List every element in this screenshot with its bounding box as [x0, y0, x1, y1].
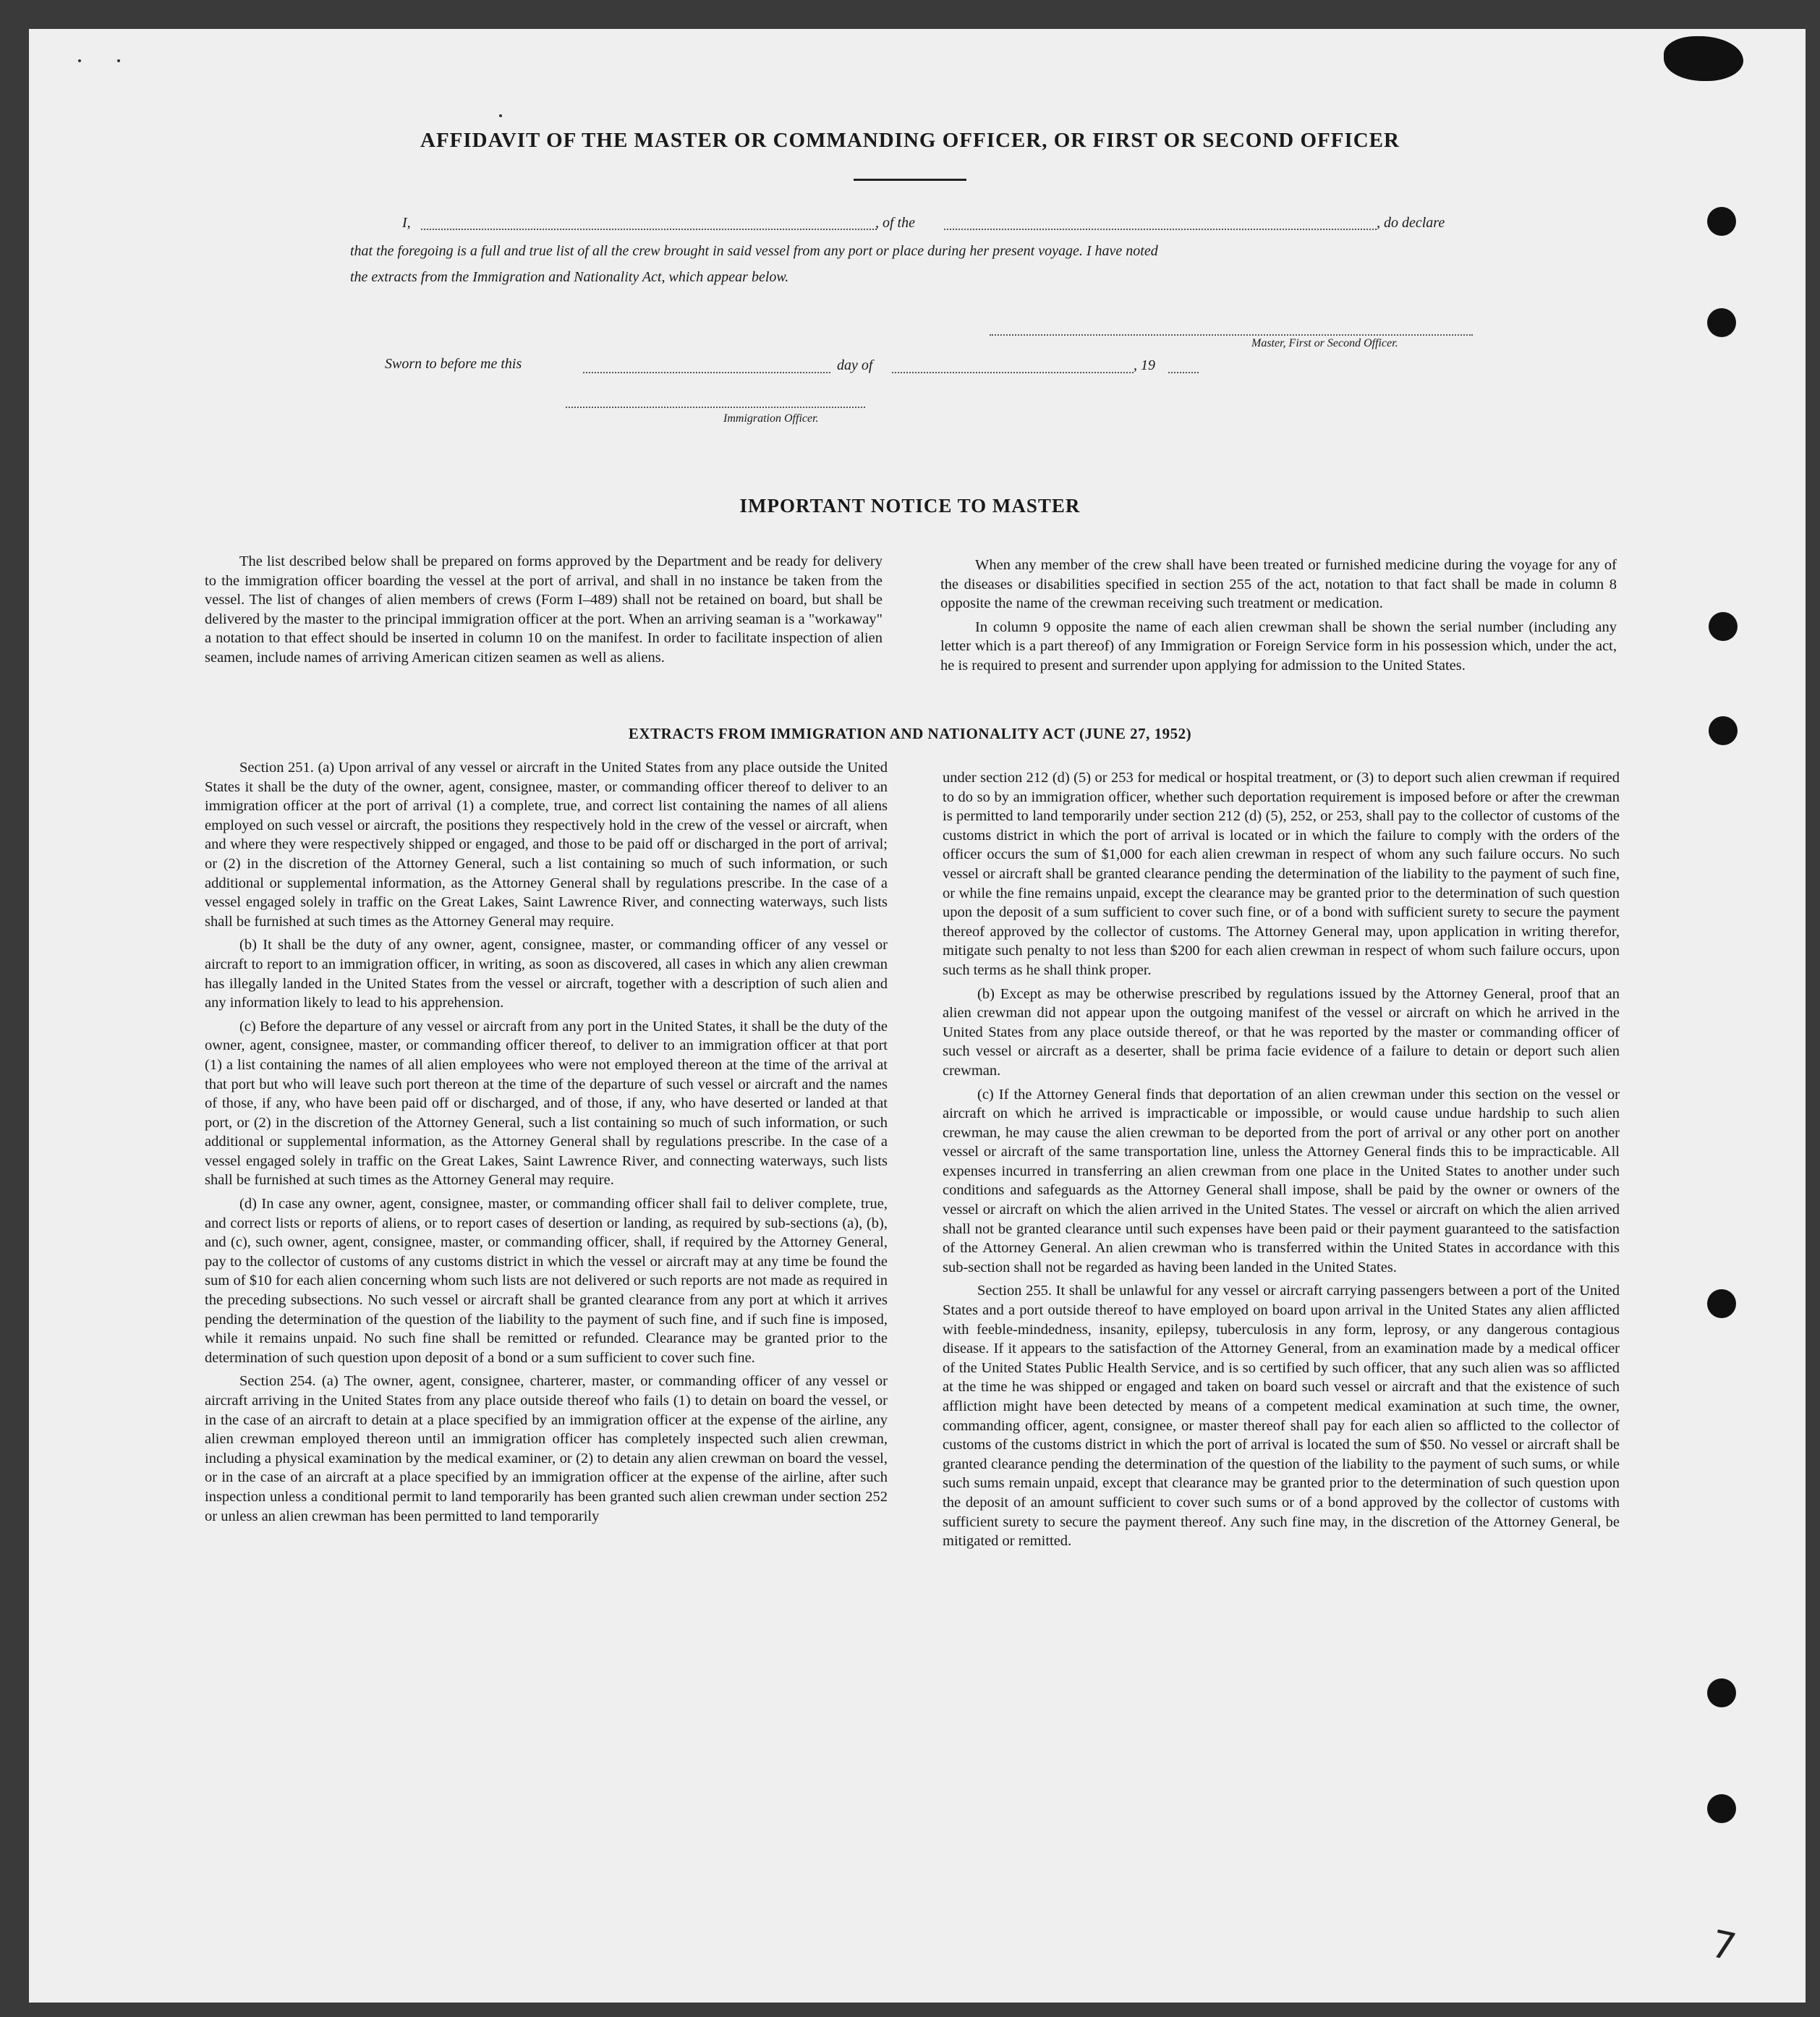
extracts-right-column [943, 768, 1620, 1555]
section-255: Section 255. It shall be unlawful for any vessel or aircraft carrying passengers between a port of the United States and a port outside thereof to have employed on board upon arrival in the United States any alien afflicted with feeble-mindedness, insanity, epilepsy, tuberculosis in any form, leprosy, or any dangerous contagious disease. If it appears to the satisfaction of the Attorney General, from an examination made by a medical officer of the United States Public Health Service, and is so certified by such officer, that any such alien was so afflicted at the time he was shipped or engaged and taken on board such vessel or aircraft and that the existence of such affliction might have been detected by means of a competent medical examination at such time, the owner, commanding officer, agent, consignee, or master thereof shall pay for each alien so afflicted to the collector of customs of the customs district in which the port of arrival is located the sum of $50. No vessel or aircraft shall be granted clearance pending the determination of the question of the liability to the payment of such sums, or while such sums remain unpaid, except that clearance may be granted prior to the determination of such question upon the deposit of an amount sufficient to cover such sums or of a bond approved by the collector of customs with sufficient surety to secure the payment thereof. Any such fine may, in the discretion of the Attorney General, be mitigated or remitted. [943, 1283, 1620, 1550]
speck [117, 59, 120, 62]
immigration-officer-signature-line[interactable] [566, 407, 865, 408]
section-254-b: (b) Except as may be otherwise prescribed by regulations issued by the Attorney General, proof that an alien crewman did not appear upon the outgoing manifest of the vessel or aircraft on which he arrived in the United States from any place outside thereof, or that he was reported by the master or commanding officer of such vessel or aircraft as a deserter, shall be prima facie evidence of a failure to detain or deport such alien crewman. [943, 985, 1620, 1079]
notice-right-column [940, 556, 1617, 680]
punch-hole [1707, 1794, 1736, 1823]
handwritten-page-mark: 7 [1707, 1922, 1740, 1970]
punch-hole [1707, 207, 1736, 236]
notice-paragraph: When any member of the crew shall have been treated or furnished medicine during the voyage for any of the diseases or disabilities specified in section 255 of the act, notation to that fact shall be made in column 8 opposite the name of the crewman receiving such treatment or medication. [940, 557, 1617, 612]
punch-hole [1709, 612, 1738, 641]
extracts-left-column [205, 758, 888, 1530]
notice-paragraph: In column 9 opposite the name of each alien crewman shall be shown the serial number (including any letter which is a part thereof) of any Immigration or Foreign Service form in his possession which, under the act, he is required to present and surrender upon applying for admission to the United States. [940, 619, 1617, 674]
day-of-label: day of [837, 357, 873, 373]
speck [499, 114, 502, 117]
punch-hole [1707, 1678, 1736, 1707]
sworn-label: Sworn to before me this [385, 356, 522, 372]
section-251-b: (b) It shall be the duty of any owner, agent, consignee, master, or commanding officer of any vessel or aircraft to report to an immigration officer, in writing, as soon as discovered, all cases in which any alien crewman has illegally landed in the United States from the vessel or aircraft, together with a description of such alien and any information likely to lead to his apprehension. [205, 937, 888, 1011]
do-declare-label: , do declare [1377, 215, 1445, 231]
notice-paragraph: The list described below shall be prepared on forms approved by the Department and be ready for delivery to the immigration officer boarding the vessel at the port of arrival, and shall in no instance be taken from the vessel. The list of changes of alien members of crews (Form I–489) shall not be retained on board, but shall be delivered by the master to the principal immigration officer at the port. When an arriving seaman is a "workaway" a notation to that effect should be inserted in column 10 on the manifest. In order to facilitate inspection of alien seamen, include names of arriving American citizen seamen as well as aliens. [205, 553, 883, 666]
affidavit-title: AFFIDAVIT OF THE MASTER OR COMMANDING OFFICER, OR FIRST OR SECOND OFFICER [420, 129, 1400, 152]
vessel-blank[interactable] [944, 229, 1377, 230]
extracts-heading: EXTRACTS FROM IMMIGRATION AND NATIONALITY ACT (JUNE 27, 1952) [628, 725, 1192, 742]
punch-hole [1707, 1289, 1736, 1318]
title-divider [854, 179, 966, 181]
of-the-label: , of the [875, 215, 915, 231]
section-251-d: (d) In case any owner, agent, consignee, master, or commanding officer shall fail to deliver complete, true, and correct lists or reports of aliens, or to report cases of desertion or landing, as required by sub-sections (a), (b), and (c), such owner, agent, consignee, master, or commanding officer, shall, if required by the Attorney General, pay to the collector of customs of any customs district in which the vessel or aircraft may at any time be found the sum of $10 for each alien concerning whom such lists are not delivered or such reports are not made as required in the preceding subsections. No such vessel or aircraft shall be granted clearance from any port at which it arrives pending the determination of the question of the liability to the payment of such fine, and if such fine is imposed, while it remains unpaid. No such fine shall be remitted or refunded. Clearance may be granted prior to the determination of such question upon deposit of a bond or a sum sufficient to cover such fine. [205, 1196, 888, 1366]
notice-heading: IMPORTANT NOTICE TO MASTER [739, 495, 1081, 517]
sworn-month-blank[interactable] [892, 372, 1134, 373]
master-signature-label: Master, First or Second Officer. [1251, 337, 1398, 349]
year-label: , 19 [1134, 357, 1155, 373]
section-254-a: Section 254. (a) The owner, agent, consignee, charterer, master, or commanding officer of any vessel or aircraft arriving in the United States from any place outside thereof who fails (1) to detain on board the vessel, or in the case of an aircraft to detain at a place specified by an immigration officer at the expense of the airline, any alien crewman employed thereon until an immigration officer has completely inspected such alien crewman, including a physical examination by the medical examiner, or (2) to detain any alien crewman on board the vessel, or in the case of an aircraft at a place specified by an immigration officer at the expense of the airline, after such inspection unless a conditional permit to land temporarily has been granted such alien crewman under section 252 or unless an alien crewman has been permitted to land temporarily [205, 1373, 888, 1524]
punch-hole [1707, 308, 1736, 337]
section-254-a-continued: under section 212 (d) (5) or 253 for medical or hospital treatment, or (3) to deport such alien crewman if required to do so by an immigration officer, whether such deportation requirement is imposed before or after the crewman is permitted to land temporarily under section 212 (d) (5), 252, or 253, shall pay to the collector of customs of the customs district in which the port of arrival is located or in which the failure to comply with the orders of the officer occurs the sum of $1,000 for each alien crewman in respect of whom any such failure occurs. No such vessel or aircraft shall be granted clearance pending the determination of the liability to the payment of such fine, or while the fine remains unpaid, except the clearance may be granted prior to the determination of such question upon the deposit of a sum sufficient to cover such fine, or of a bond with sufficient surety to secure the payment thereof approved by the collector of customs. The Attorney General may, upon application in writing therefor, mitigate such penalty to not less than $200 for each alien crewman in respect of whom such failure occurs, upon such terms as he shall think proper. [943, 770, 1620, 978]
immigration-officer-label: Immigration Officer. [723, 412, 819, 425]
i-label: I, [402, 215, 411, 231]
sworn-day-blank[interactable] [583, 372, 830, 373]
name-blank[interactable] [421, 229, 877, 230]
notice-left-column [205, 552, 883, 672]
master-signature-line[interactable] [990, 334, 1473, 336]
declaration-line-3: the extracts from the Immigration and Nationality Act, which appear below. [350, 269, 789, 285]
declaration-line-2: that the foregoing is a full and true list of all the crew brought in said vessel from any port or place during her present voyage. I have noted [350, 243, 1158, 259]
section-254-c: (c) If the Attorney General finds that deportation of an alien crewman under this section on the vessel or aircraft on which he arrived is impracticable or impossible, or would cause undue hardship to such alien crewman, he may cause the alien crewman to be deported from the port of arrival or any other port on another vessel or aircraft of the same transportation line, unless the Attorney General finds this to be impracticable. All expenses incurred in transferring an alien crewman from one place in the United States to another under such conditions and safeguards as the Attorney General shall impose, shall be paid by the owner or owners of the vessel or aircraft on which the alien arrived in the United States. The vessel or aircraft on which the alien arrived shall not be granted clearance until such expenses have been paid or their payment guaranteed to the satisfaction of the Attorney General. An alien crewman who is transferred within the United States in accordance with this sub-section shall not be regarded as having been landed in the United States. [943, 1086, 1620, 1275]
speck [78, 59, 81, 62]
sworn-year-blank[interactable] [1168, 372, 1199, 373]
section-251-c: (c) Before the departure of any vessel or aircraft from any port in the United States, it shall be the duty of the owner, agent, consignee, master, or commanding officer thereof, to deliver to an immigration officer at that port (1) a list containing the names of all alien employees who were not employed thereon at the time of the arrival at that port but who will leave such port thereon at the time of the departure of such vessel or aircraft and the names of those, if any, who have been paid off or discharged, and of those, if any, who have deserted or landed at that port, or (2) in the discretion of the Attorney General, such a list containing so much of such information, or such additional or supplemental information, as the Attorney General shall by regulations prescribe. In the case of a vessel engaged solely in traffic on the Great Lakes, Saint Lawrence River, and connecting waterways, such lists shall be furnished at such times as the Attorney General may require. [205, 1018, 888, 1189]
section-251-a: Section 251. (a) Upon arrival of any vessel or aircraft in the United States from any place outside the United States it shall be the duty of the owner, agent, consignee, master, or commanding officer thereof to deliver to an immigration officer at the port of arrival (1) a complete, true, and correct list containing the names of all aliens employed on such vessel or aircraft, the positions they respectively hold in the crew of the vessel or aircraft, when and where they were respectively shipped or engaged, and those to be paid off or discharged in the port of arrival; or (2) in the discretion of the Attorney General, such a list containing so much of such information, or such additional or supplemental information, as the Attorney General shall by regulations prescribe. In the case of a vessel engaged solely in traffic on the Great Lakes, Saint Lawrence River, and connecting waterways, such lists shall be furnished at such times as the Attorney General may require. [205, 760, 888, 930]
